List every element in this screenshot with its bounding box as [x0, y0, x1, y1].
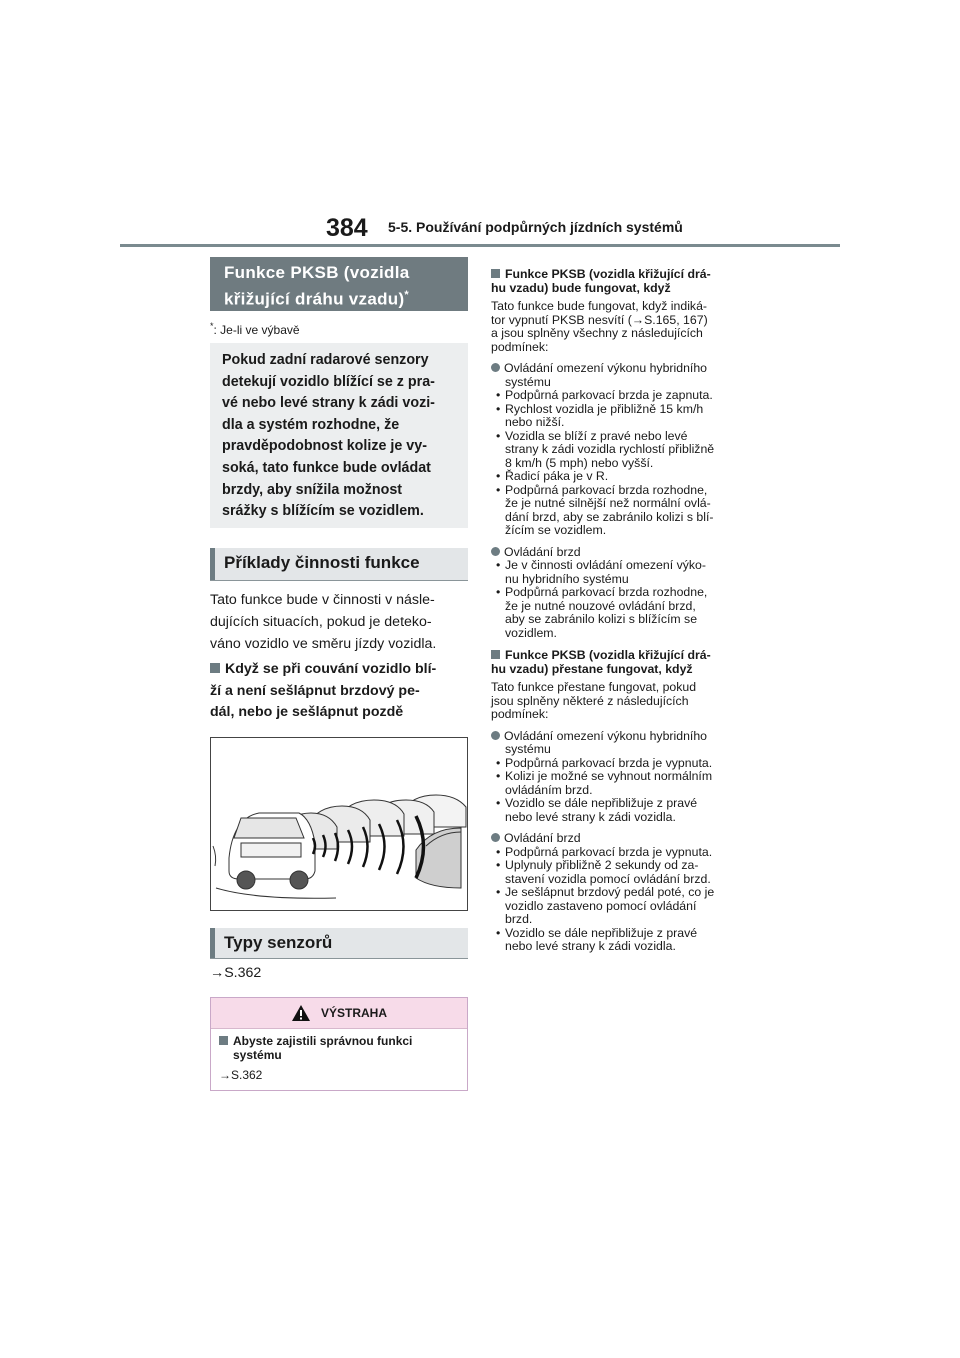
list-item-line: že je nutné silnější než normální ovlá- [505, 496, 711, 510]
list-item-line: Uplynuly přibližně 2 sekundy od za- [505, 858, 699, 872]
square-bullet-icon [491, 269, 500, 278]
intro-line: Tato funkce bude v činnosti v násle- [210, 592, 435, 608]
list-item [491, 470, 753, 484]
summary-line: vé nebo levé strany k zádi vozi- [222, 395, 435, 412]
list-item-line: Rychlost vozidla je přibližně 15 km/h [505, 401, 704, 416]
illustration-graphic [211, 738, 467, 910]
intro-line: váno vozidlo ve směru jízdy vozidla. [210, 636, 437, 652]
footnote-mark: * [210, 321, 214, 331]
list-item-line: Řadicí páka je v R. [505, 469, 609, 483]
list-item-line: Podpůrná parkovací brzda je vypnuta. [505, 755, 713, 770]
warning-triangle-icon [291, 1004, 311, 1022]
list-item [491, 389, 753, 403]
case-heading-line: ží a není sešlápnut brzdový pe- [210, 682, 420, 699]
list-item-line: Vozidlo se dále nepřibližuje z pravé [505, 925, 698, 940]
list-item-line: Podpůrná parkovací brzda je zapnuta. [505, 388, 713, 402]
list-item-line: Podpůrná parkovací brzda rozhodne, [505, 482, 708, 497]
group-title-line: systému [505, 742, 551, 756]
summary-line: dla a systém rozhodne, že [222, 416, 400, 433]
summary-box [210, 343, 468, 528]
works-intro-line: tor vypnutí PKSB nesvítí (→S.165, 167) [491, 312, 708, 327]
list-item-line: Je sešlápnut brzdový pedál poté, co je [505, 885, 715, 899]
list-item-line: ovládáním brzd. [505, 782, 593, 797]
section-sensors-header [210, 928, 468, 959]
case-heading [210, 659, 472, 724]
works-intro-line: Tato funkce bude fungovat, když indiká- [491, 299, 708, 313]
warning-page-ref: →S.362 [219, 1068, 263, 1082]
works-heading-line: hu vzadu) bude fungovat, když [491, 280, 671, 295]
chapter-title: 5-5. Používání podpůrných jízdních systémů [388, 219, 683, 235]
list-item-line: že je nutné nouzové ovládání brzd, [505, 598, 696, 613]
list-item-line: aby se zabránilo kolizi s blížícím se [505, 612, 698, 626]
works-group-1 [491, 362, 753, 538]
main-title-line-1: Funkce PKSB (vozidla [224, 263, 410, 282]
warning-body [211, 1029, 467, 1085]
warning-header [211, 998, 467, 1029]
section-sensors-title: Typy senzorů [224, 933, 333, 952]
stops-group-1 [491, 730, 753, 825]
list-item [491, 586, 753, 640]
main-section-title [210, 257, 468, 311]
stops-heading [491, 649, 753, 676]
case-heading-line: Když se při couvání vozidlo blí- [225, 661, 437, 677]
circle-bullet-icon [491, 731, 500, 740]
sensors-page-ref: →S.362 [210, 965, 262, 981]
list-item [491, 430, 753, 471]
list-item-line: stavení vozidla pomocí ovládání brzd. [505, 871, 711, 886]
summary-line: srážky s blížícím se vozidlem. [222, 503, 424, 520]
list-item-line: Je v činnosti ovládání omezení výko- [505, 558, 706, 572]
works-heading [491, 268, 753, 295]
list-item-line: Podpůrná parkovací brzda rozhodne, [505, 585, 708, 599]
list-item [491, 757, 753, 771]
summary-line: detekují vozidlo blížící se z pra- [222, 373, 435, 390]
stops-intro-line: podmínek: [491, 707, 549, 721]
list-item [491, 484, 753, 538]
circle-bullet-icon [491, 833, 500, 842]
footnote [210, 321, 300, 337]
list-item [491, 846, 753, 860]
warning-heading: Abyste zajistili správnou funkci systému [233, 1034, 413, 1062]
works-intro-line: a jsou splněny všechny z následujících [491, 326, 703, 340]
stops-heading-line: Funkce PKSB (vozidla křižující drá- [505, 648, 711, 662]
list-item-line: Vozidlo se dále nepřibližuje z pravé [505, 796, 698, 810]
summary-line: pravděpodobnost kolize je vy- [222, 438, 427, 455]
right-column [491, 268, 753, 954]
square-bullet-icon [210, 663, 220, 673]
main-title-line-2: křižující dráhu vzadu) [224, 289, 405, 309]
list-item [491, 886, 753, 927]
list-item-line: nebo nižší. [505, 415, 565, 429]
list-item-line: brzd. [505, 912, 533, 926]
list-item-line: Vozidla se blíží z pravé nebo levé [505, 428, 688, 443]
works-group-2 [491, 546, 753, 641]
stops-intro [491, 681, 753, 722]
summary-line: soká, tato funkce bude ovládat [222, 459, 431, 476]
list-item [491, 797, 753, 824]
list-item [491, 559, 753, 586]
circle-bullet-icon [491, 363, 500, 372]
list-item [491, 859, 753, 886]
stops-heading-line: hu vzadu) přestane fungovat, když [491, 661, 693, 676]
group-title-line: systému [505, 374, 551, 389]
group-title-line: Ovládání brzd [504, 831, 581, 845]
list-item-line: nebo levé strany k zádi vozidla. [505, 809, 676, 824]
main-title-mark: * [404, 289, 410, 301]
group-title-line: Ovládání brzd [504, 544, 581, 559]
works-heading-line: Funkce PKSB (vozidla křižující drá- [505, 267, 711, 281]
group-title-line: Ovládání omezení výkonu hybridního [504, 728, 708, 743]
list-item-line: Kolizi je možné se vyhnout normálním [505, 769, 713, 783]
summary-line: brzdy, aby snížila možnost [222, 481, 403, 498]
list-item-line: žícím se vozidlem. [505, 523, 607, 537]
stops-group-2 [491, 832, 753, 954]
list-item [491, 927, 753, 954]
stops-intro-line: Tato funkce přestane fungovat, pokud [491, 680, 697, 694]
list-item-line: nu hybridního systému [505, 571, 629, 586]
list-item-line: vozidlem. [505, 625, 557, 640]
intro-paragraph [210, 589, 472, 655]
list-item-line: vozidlo zastaveno pomocí ovládání [505, 898, 697, 913]
list-item-line: Podpůrná parkovací brzda je vypnuta. [505, 844, 713, 859]
summary-line: Pokud zadní radarové senzory [222, 352, 429, 368]
circle-bullet-icon [491, 547, 500, 556]
stops-intro-line: jsou splněny některé z následujících [491, 693, 689, 708]
list-item-line: dání brzd, aby se zabránilo kolizi s blí- [505, 509, 714, 524]
works-intro-line: podmínek: [491, 339, 549, 354]
works-intro [491, 300, 753, 354]
warning-box [210, 997, 468, 1091]
page-number: 384 [326, 214, 368, 242]
header-divider [120, 244, 840, 247]
rear-cross-traffic-illustration [210, 737, 468, 911]
section-examples-header [210, 548, 468, 581]
list-item [491, 403, 753, 430]
warning-title: VÝSTRAHA [320, 1006, 387, 1020]
group-title-line: Ovládání omezení výkonu hybridního [504, 361, 708, 375]
intro-line: dujících situacích, pokud je deteko- [210, 614, 432, 630]
footnote-text: : Je-li ve výbavě [213, 323, 300, 337]
square-bullet-icon [219, 1036, 228, 1045]
case-heading-line: dál, nebo je sešlápnut pozdě [210, 704, 404, 721]
list-item [491, 770, 753, 797]
list-item-line: strany k zádi vozidla rychlostí přibližně [505, 442, 715, 456]
list-item-line: nebo levé strany k zádi vozidla. [505, 939, 676, 953]
square-bullet-icon [491, 650, 500, 659]
section-examples-title: Příklady činnosti funkce [224, 553, 420, 572]
list-item-line: 8 km/h (5 mph) nebo vyšší. [505, 455, 654, 470]
